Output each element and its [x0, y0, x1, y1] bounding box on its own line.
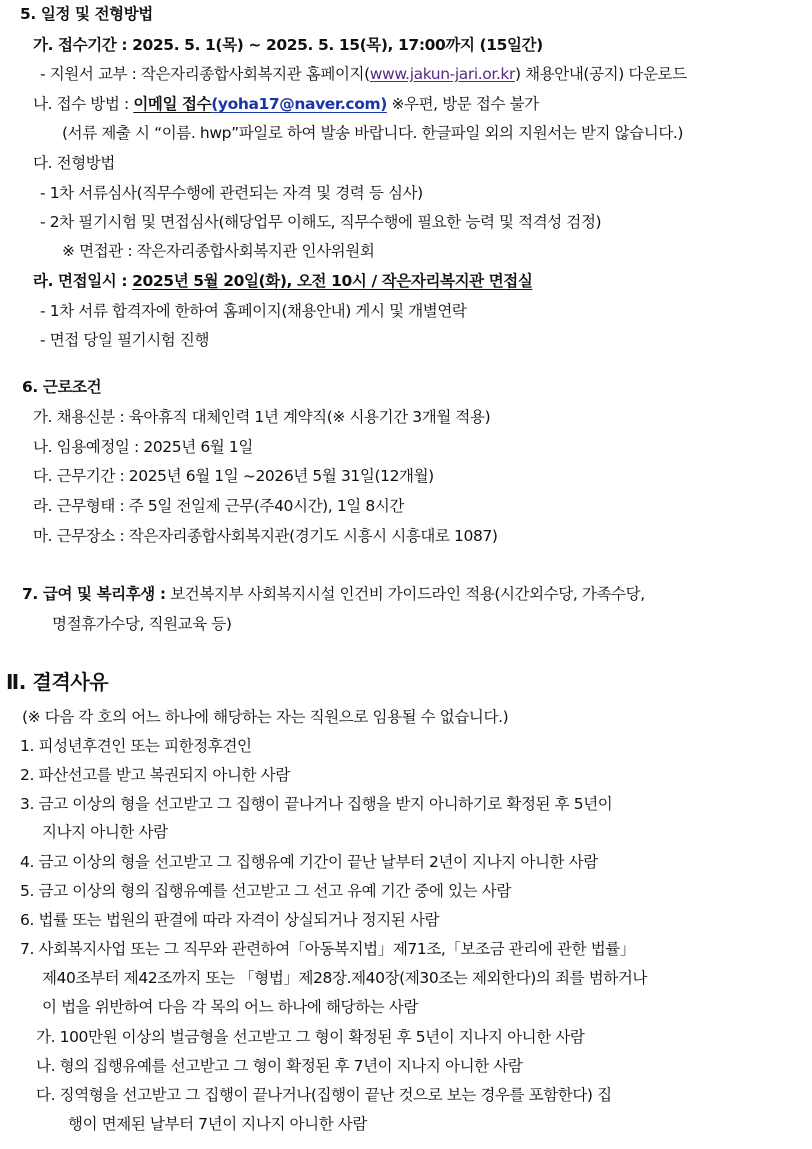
section-2-title: Ⅱ. 결격사유	[6, 670, 109, 694]
interview-datetime-value: 2025년 5월 20일(화), 오전 10시 / 작은자리복지관 면접실	[132, 272, 533, 290]
disqualification-sub-da-cont: 행이 면제된 날부터 7년이 지나지 아니한 사람	[68, 1115, 367, 1133]
submission-note: (서류 제출 시 “이름. hwp”파일로 하여 발송 바랍니다. 한글파일 외의 지원서는 받지 않습니다.)	[62, 124, 684, 142]
interview-note-2: - 면접 당일 필기시험 진행	[40, 331, 210, 349]
application-method-label: 나. 접수 방법 :	[33, 95, 134, 113]
appointment-date: 나. 임용예정일 : 2025년 6월 1일	[33, 438, 253, 456]
disqualification-item-4: 4. 금고 이상의 형을 선고받고 그 집행유예 기간이 끝난 날부터 2년이 지나지 아니한 사람	[20, 853, 598, 871]
interview-datetime-label: 라. 면접일시 :	[33, 272, 128, 290]
salary-benefits	[22, 584, 645, 604]
disqualification-item-7-cont-1: 제40조부터 제42조까지 또는 「형법」제28장.제40장(제30조는 제외한다)의 죄를 범하거나	[42, 969, 647, 987]
disqualification-sub-ga: 가. 100만원 이상의 벌금형을 선고받고 그 형이 확정된 후 5년이 지나지 아니한 사람	[36, 1028, 585, 1046]
selection-step-1: - 1차 서류심사(직무수행에 관련되는 자격 및 경력 등 심사)	[40, 184, 423, 202]
section-5-title: 5. 일정 및 전형방법	[20, 5, 153, 23]
work-type: 라. 근무형태 : 주 5일 전일제 근무(주40시간), 1일 8시간	[33, 497, 405, 515]
application-period	[33, 35, 543, 55]
disqualification-item-6: 6. 법률 또는 법원의 판결에 따라 자격이 상실되거나 정지된 사람	[20, 911, 440, 929]
disqualification-item-5: 5. 금고 이상의 형의 집행유예를 선고받고 그 선고 유예 기간 중에 있는 사람	[20, 882, 511, 900]
application-period-label: 가. 접수기간 :	[33, 36, 128, 54]
salary-benefits-text: 보건복지부 사회복지시설 인건비 가이드라인 적용(시간외수당, 가족수당,	[165, 585, 645, 603]
application-method	[33, 94, 539, 114]
disqualification-sub-da: 다. 징역형을 선고받고 그 집행이 끝나거나(집행이 끝난 것으로 보는 경우를 포함한다) 집	[36, 1086, 612, 1104]
application-period-value: 2025. 5. 1(목) ~ 2025. 5. 15(목), 17:00까지 (15일간)	[132, 36, 543, 54]
no-mail-note: ※우편, 방문 접수 불가	[386, 95, 539, 113]
work-place: 마. 근무장소 : 작은자리종합사회복지관(경기도 시흥시 시흥대로 1087)	[33, 527, 498, 545]
email-address-link[interactable]: (yoha17@naver.com)	[211, 95, 387, 113]
interview-datetime	[33, 271, 532, 291]
disqualification-item-7-cont-2: 이 법을 위반하여 다음 각 목의 어느 하나에 해당하는 사람	[42, 998, 418, 1016]
application-form-line	[40, 64, 687, 84]
section-6-title: 6. 근로조건	[22, 378, 102, 396]
salary-benefits-cont: 명절휴가수당, 직원교육 등)	[52, 615, 232, 633]
homepage-link[interactable]: www.jakun-jari.or.kr	[369, 65, 515, 83]
selection-method-title: 다. 전형방법	[33, 154, 115, 172]
interview-note-1: - 1차 서류 합격자에 한하여 홈페이지(채용안내) 게시 및 개별연락	[40, 302, 467, 320]
salary-benefits-title: 7. 급여 및 복리후생 :	[22, 585, 166, 603]
application-form-text-end: ) 채용안내(공지) 다운로드	[514, 65, 687, 83]
disqualification-item-7: 7. 사회복지사업 또는 그 직무와 관련하여「아동복지법」제71조,「보조금 관리에 관한 법률」	[20, 940, 635, 958]
employment-status: 가. 채용신분 : 육아휴직 대체인력 1년 계약직(※ 시용기간 3개월 적용)	[33, 408, 491, 426]
work-period: 다. 근무기간 : 2025년 6월 1일 ~2026년 5월 31일(12개월)	[33, 467, 434, 485]
disqualification-item-2: 2. 파산선고를 받고 복권되지 아니한 사람	[20, 766, 290, 784]
disqualification-item-3-cont: 지나지 아니한 사람	[42, 823, 168, 841]
email-application-label: 이메일 접수	[133, 95, 212, 113]
disqualification-sub-na: 나. 형의 집행유예를 선고받고 그 형이 확정된 후 7년이 지나지 아니한 사람	[36, 1057, 523, 1075]
disqualification-item-3: 3. 금고 이상의 형을 선고받고 그 집행이 끝나거나 집행을 받지 아니하기로 확정된 후 5년이	[20, 795, 613, 813]
disqualification-intro: (※ 다음 각 호의 어느 하나에 해당하는 자는 직원으로 임용될 수 없습니다.)	[22, 708, 509, 726]
interviewer-note: ※ 면접관 : 작은자리종합사회복지관 인사위원회	[62, 242, 375, 260]
application-form-text: - 지원서 교부 : 작은자리종합사회복지관 홈페이지(	[40, 65, 370, 83]
selection-step-2: - 2차 필기시험 및 면접심사(해당업무 이해도, 직무수행에 필요한 능력 및 적격성 검정)	[40, 213, 602, 231]
disqualification-item-1: 1. 피성년후견인 또는 피한정후견인	[20, 737, 252, 755]
